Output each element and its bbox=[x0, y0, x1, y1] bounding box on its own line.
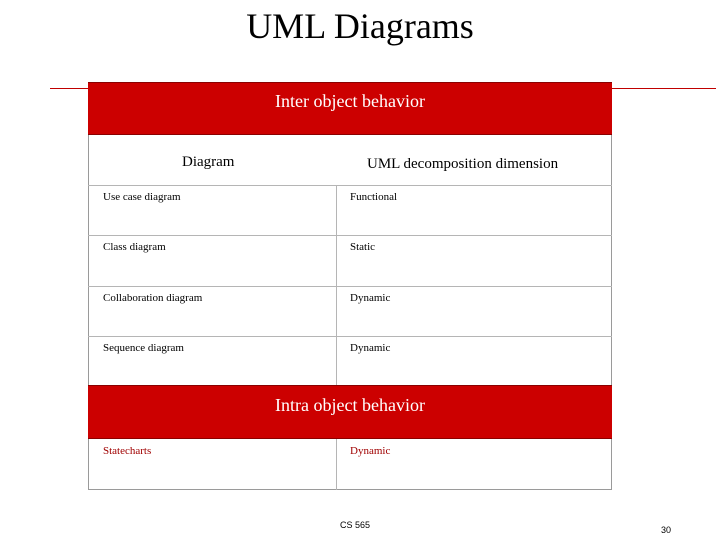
cell-dimension: Dynamic bbox=[350, 292, 391, 304]
cell-dimension: Dynamic bbox=[350, 445, 391, 457]
intra-object-behavior-header: Intra object behavior bbox=[88, 385, 612, 439]
inter-object-behavior-header: Inter object behavior bbox=[88, 82, 612, 135]
row-divider bbox=[88, 185, 612, 186]
column-header-diagram: Diagram bbox=[182, 154, 235, 170]
row-divider bbox=[88, 286, 612, 287]
row-divider bbox=[88, 235, 612, 236]
cell-diagram: Statecharts bbox=[103, 445, 152, 457]
column-header-dimension: UML decomposition dimension bbox=[367, 156, 559, 172]
column-divider bbox=[336, 439, 337, 490]
cell-diagram: Collaboration diagram bbox=[103, 292, 203, 304]
cell-dimension: Static bbox=[350, 241, 376, 253]
cell-dimension: Dynamic bbox=[350, 342, 391, 354]
title-rule-right bbox=[612, 88, 716, 89]
page-number: 30 bbox=[661, 525, 672, 535]
cell-diagram: Sequence diagram bbox=[103, 342, 184, 354]
cell-diagram: Class diagram bbox=[103, 241, 166, 253]
title-rule-left bbox=[50, 88, 88, 89]
row-divider bbox=[88, 336, 612, 337]
column-divider bbox=[336, 185, 337, 385]
slide-title: UML Diagrams bbox=[246, 6, 474, 46]
footer-course: CS 565 bbox=[340, 520, 371, 530]
cell-dimension: Functional bbox=[350, 191, 398, 203]
cell-diagram: Use case diagram bbox=[103, 191, 181, 203]
